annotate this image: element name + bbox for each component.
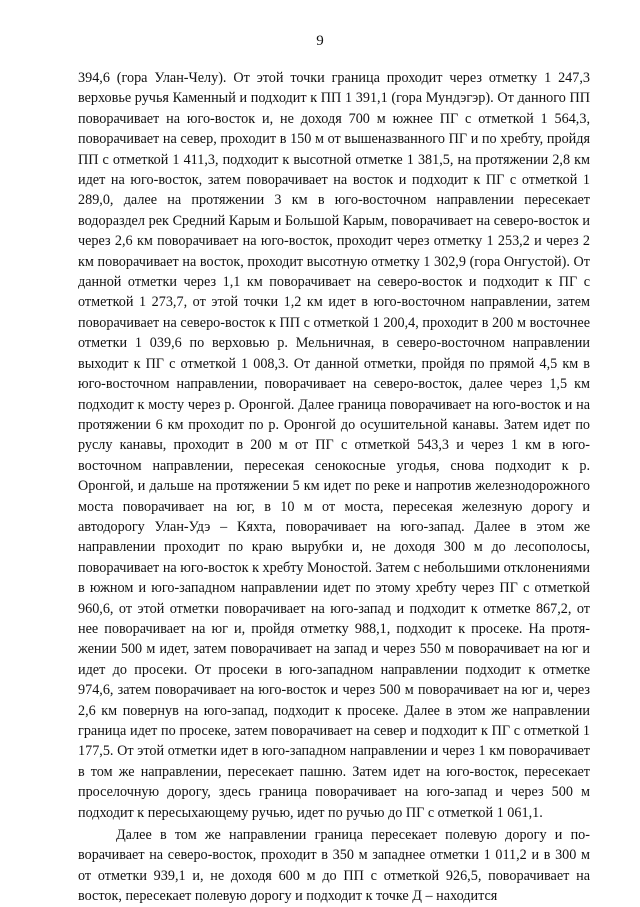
paragraph-2: Далее в том же направлении граница пересекает полевую дорогу и поворачивает на северо-восток, проходит в 350 м западнее отметки 1 011,2 и в 300 м от отметки 939,1 и, не доходя 600 м до ПП с отметкой 926,5, поворачивает на восток, пересекает полевую дорогу и подходит к точке Д – находится: [78, 827, 590, 905]
document-body: [78, 68, 590, 907]
page-number: 9: [316, 33, 324, 49]
paragraph-1: 394,6 (гора Улан-Челу). От этой точки граница проходит через отметку 1 247,3 верховье ручья Каменный и подходит к ПП 1 391,1 (гора Мундэгэр). От данного ПП поворачивает на юго-восток и, не доходя 700 м южнее ПГ с отметкой 1 564,3, поворачивает на север, проходит в 150 м от вышеназванного ПГ и по хребту, пройдя ПП с отметкой 1 411,3, подходит к высотной отметке 1 381,5, на протяжении 2,8 км идет на юго-восток, затем поворачивает на восток и подходит к ПГ с отметкой 1 289,0, далее на протяжении 3 км в юго-восточном направлении пересекает водораздел рек Средний Карым и Большой Карым, поворачивает на северо-восток и через 2,6 км поворачивает на юго-восток, проходит через отметку 1 253,2 и через 2 км поворачивает на восток, проходит высотную отметку 1 302,9 (гора Онгустой). От данной отметки через 1,1 км поворачивает на северо-восток и подходит к ПГ с отметкой 1 273,7, от этой точки 1,2 км идет в юго-восточном направлении, затем поворачивает на северо-восток к ПП с отметкой 1 200,4, проходит в 200 м восточнее отметки 1 039,6 по верховью р. Мельничная, в северо-восточном направлении выходит к ПГ с отметкой 1 008,3. От данной отметки, пройдя по прямой 4,5 км в юго-восточном направлении, поворачивает на северо-восток, далее через 1,5 км подходит к мосту через р. Оронгой. Далее граница поворачивает на юго-восток и на протяжении 6 км проходит по р. Оронгой до осушительной канавы. Затем идет по руслу канавы, проходит в 200 м от ПГ с отметкой 543,3 и через 1 км в юго-восточном направлении, пересекая сенокосные угодья, снова подходит к р. Оронгой, и дальше на протяжении 5 км идет по реке и напротив железнодорожного моста поворачивает на юг, в 10 м от моста, пересекая железную дорогу и автодорогу Улан-Удэ – Кяхта, поворачивает на юго-запад. Далее в этом же направлении проходит по краю вырубки и, не доходя 300 м до лесополосы, поворачивает на юго-восток к хребту Моностой. Затем с небольшими отклонениями в южном и юго-западном направлении идет по этому хребту через ПГ с отметкой 960,6, от этой отметки поворачивает на юго-запад и подходит к отметке 867,2, от нее поворачивает на юг и, пройдя отметку 988,1, подходит к просеке. На протяжении 500 м идет, затем поворачивает на запад и через 550 м поворачивает на юг и идет до просеки. От просеки в юго-западном направлении подходит к отметке 974,6, затем поворачивает на юго-восток и через 500 м поворачивает на юг и, через 2,6 км повернув на юго-запад, подходит к просеке. Далее в этом же направлении граница идет по просеке, затем поворачивает на север и подходит к ПГ с отметкой 1 177,5. От этой отметки идет в юго-западном направлении и через 1 км поворачивает в том же направлении, пересекает пашню. Затем идет на юго-восток, пересекает проселочную дорогу, здесь граница поворачивает на юго-запад и через 500 м подходит к пересыхающему ручью, идет по ручью до ПГ с отметкой 1 061,1.: [78, 70, 590, 821]
